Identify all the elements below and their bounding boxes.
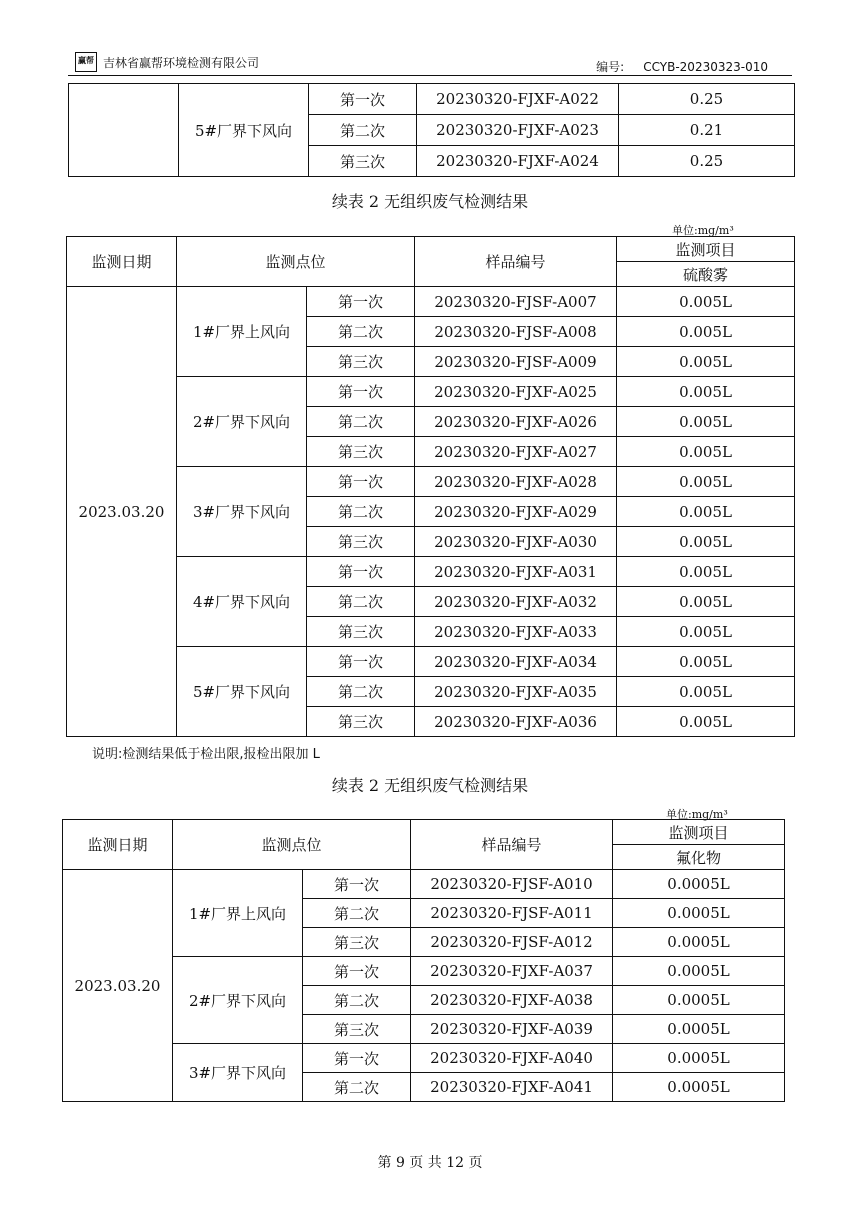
sample-id-cell: 20230320-FJSF-A009 [415,347,617,377]
table-row [69,84,795,115]
sample-id-cell: 20230320-FJXF-A039 [411,1015,613,1044]
round-cell: 第三次 [309,146,417,177]
value-cell: 0.005L [617,467,795,497]
value-cell: 0.0005L [613,1044,785,1073]
table2-unit: 单位:mg/m³ [666,808,728,821]
round-cell: 第三次 [307,707,415,737]
value-cell: 0.0005L [613,1073,785,1102]
value-cell: 0.25 [619,84,795,115]
sample-id-cell: 20230320-FJXF-A035 [415,677,617,707]
round-cell: 第二次 [303,986,411,1015]
sulfuric-acid-mist-table [66,236,795,737]
point-cell: 2#厂界下风向 [173,957,303,1044]
header-divider [68,75,792,76]
table1-caption: 续表 2 无组织废气检测结果 [331,192,529,211]
fluoride-table [62,819,785,1102]
table-row [67,377,795,407]
round-cell: 第三次 [303,1015,411,1044]
sample-id-cell: 20230320-FJXF-A031 [415,557,617,587]
header-item: 监测项目 [617,237,795,262]
value-cell: 0.005L [617,437,795,467]
header-item: 监测项目 [613,820,785,845]
value-cell: 0.005L [617,317,795,347]
round-cell: 第一次 [309,84,417,115]
sample-id-cell: 20230320-FJXF-A036 [415,707,617,737]
value-cell: 0.005L [617,647,795,677]
round-cell: 第三次 [307,527,415,557]
header-analyte: 氟化物 [613,845,785,870]
round-cell: 第二次 [303,1073,411,1102]
sample-id-cell: 20230320-FJSF-A010 [411,870,613,899]
value-cell: 0.005L [617,347,795,377]
date-cell-empty [69,84,179,177]
point-cell: 3#厂界下风向 [173,1044,303,1102]
value-cell: 0.005L [617,497,795,527]
value-cell: 0.005L [617,377,795,407]
sample-id-cell: 20230320-FJXF-A023 [417,115,619,146]
sample-id-cell: 20230320-FJSF-A012 [411,928,613,957]
round-cell: 第二次 [307,587,415,617]
round-cell: 第一次 [307,287,415,317]
value-cell: 0.005L [617,677,795,707]
round-cell: 第三次 [303,928,411,957]
round-cell: 第一次 [303,957,411,986]
value-cell: 0.0005L [613,957,785,986]
report-number [596,58,768,75]
company-logo-icon: 赢帮 [75,52,97,72]
round-cell: 第二次 [307,677,415,707]
header-date: 监测日期 [67,237,177,287]
sample-id-cell: 20230320-FJXF-A040 [411,1044,613,1073]
value-cell: 0.005L [617,707,795,737]
page-number: 第 9 页 共 12 页 [377,1155,483,1171]
table2-caption: 续表 2 无组织废气检测结果 [331,776,529,795]
value-cell: 0.005L [617,617,795,647]
table-row [67,557,795,587]
company-name: 吉林省赢帮环境检测有限公司 [103,55,260,70]
round-cell: 第一次 [307,557,415,587]
value-cell: 0.005L [617,527,795,557]
value-cell: 0.0005L [613,899,785,928]
header-point: 监测点位 [173,820,411,870]
sample-id-cell: 20230320-FJXF-A038 [411,986,613,1015]
value-cell: 0.0005L [613,1015,785,1044]
round-cell: 第三次 [307,347,415,377]
date-cell: 2023.03.20 [63,870,173,1102]
table-row [67,467,795,497]
point-cell: 3#厂界下风向 [177,467,307,557]
header-sample: 样品编号 [411,820,613,870]
sample-id-cell: 20230320-FJXF-A022 [417,84,619,115]
round-cell: 第一次 [307,647,415,677]
sample-id-cell: 20230320-FJXF-A028 [415,467,617,497]
table1-unit: 单位:mg/m³ [672,224,734,237]
table-row [67,647,795,677]
point-cell: 1#厂界上风向 [177,287,307,377]
sample-id-cell: 20230320-FJXF-A026 [415,407,617,437]
sample-id-cell: 20230320-FJXF-A029 [415,497,617,527]
round-cell: 第一次 [303,870,411,899]
sample-id-cell: 20230320-FJXF-A030 [415,527,617,557]
sample-id-cell: 20230320-FJXF-A027 [415,437,617,467]
value-cell: 0.0005L [613,986,785,1015]
report-number-value: CCYB-20230323-010 [643,60,768,74]
sample-id-cell: 20230320-FJXF-A032 [415,587,617,617]
value-cell: 0.21 [619,115,795,146]
point-cell: 2#厂界下风向 [177,377,307,467]
header-row [63,820,785,845]
sample-id-cell: 20230320-FJXF-A034 [415,647,617,677]
point-cell: 4#厂界下风向 [177,557,307,647]
value-cell: 0.005L [617,287,795,317]
round-cell: 第一次 [307,377,415,407]
sample-id-cell: 20230320-FJXF-A041 [411,1073,613,1102]
header-row [67,237,795,262]
value-cell: 0.005L [617,407,795,437]
point-cell: 5#厂界下风向 [179,84,309,177]
value-cell: 0.005L [617,587,795,617]
header-sample: 样品编号 [415,237,617,287]
sample-id-cell: 20230320-FJSF-A008 [415,317,617,347]
sample-id-cell: 20230320-FJSF-A011 [411,899,613,928]
sample-id-cell: 20230320-FJSF-A007 [415,287,617,317]
round-cell: 第二次 [307,497,415,527]
round-cell: 第三次 [307,617,415,647]
sample-id-cell: 20230320-FJXF-A025 [415,377,617,407]
table-row [67,287,795,317]
round-cell: 第二次 [307,317,415,347]
round-cell: 第二次 [307,407,415,437]
point-cell: 1#厂界上风向 [173,870,303,957]
value-cell: 0.0005L [613,928,785,957]
header-analyte: 硫酸雾 [617,262,795,287]
table1-note: 说明:检测结果低于检出限,报检出限加 L [92,747,320,762]
value-cell: 0.25 [619,146,795,177]
company-header [75,52,259,72]
date-cell: 2023.03.20 [67,287,177,737]
round-cell: 第二次 [309,115,417,146]
point-cell: 5#厂界下风向 [177,647,307,737]
round-cell: 第二次 [303,899,411,928]
value-cell: 0.0005L [613,870,785,899]
header-point: 监测点位 [177,237,415,287]
sample-id-cell: 20230320-FJXF-A033 [415,617,617,647]
sample-id-cell: 20230320-FJXF-A024 [417,146,619,177]
header-date: 监测日期 [63,820,173,870]
sample-id-cell: 20230320-FJXF-A037 [411,957,613,986]
table-row [63,870,785,899]
report-number-label: 编号: [596,60,625,74]
continuation-table [68,83,795,177]
round-cell: 第一次 [307,467,415,497]
round-cell: 第三次 [307,437,415,467]
value-cell: 0.005L [617,557,795,587]
round-cell: 第一次 [303,1044,411,1073]
